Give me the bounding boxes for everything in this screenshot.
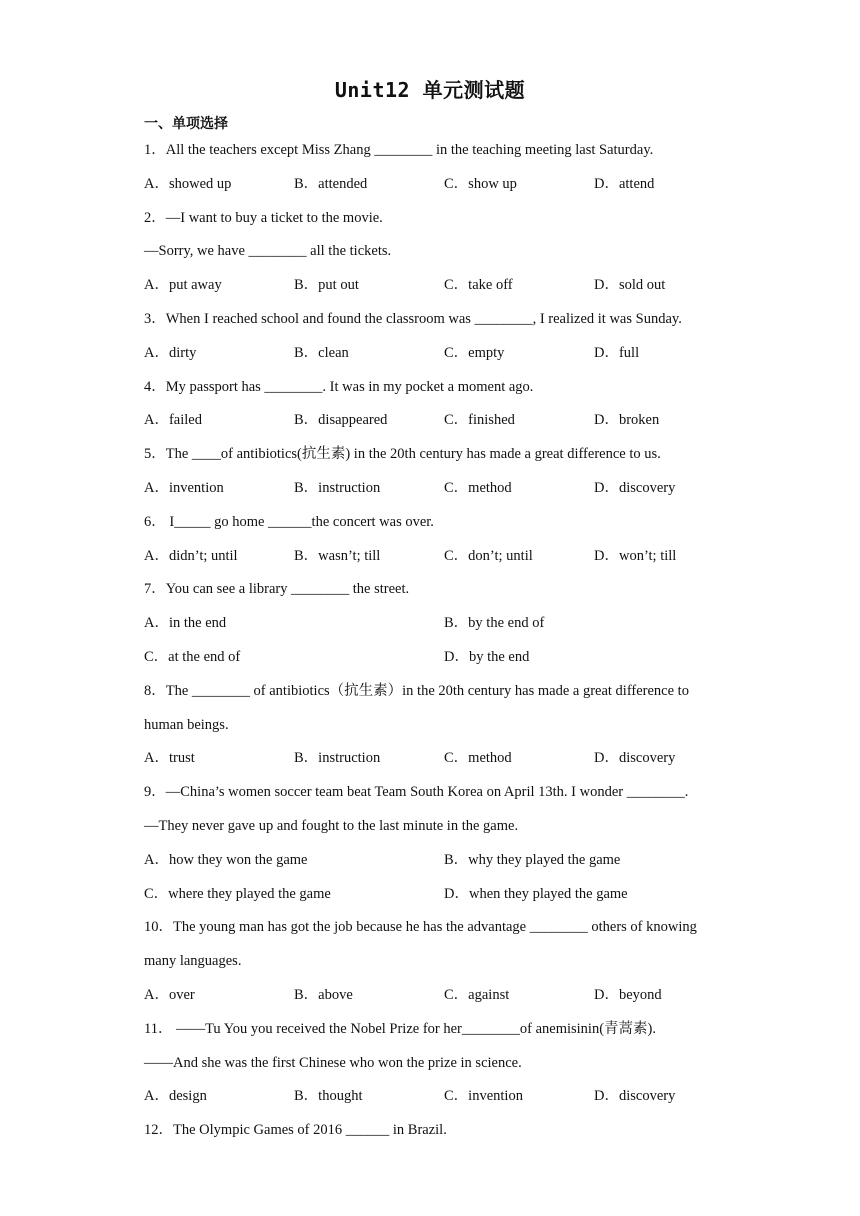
question-stem: 8．The ________ of antibiotics（抗生素）in the 20th century has made a great difference to	[144, 682, 689, 699]
question-stem: ——And she was the first Chinese who won the prize in science.	[144, 1054, 522, 1071]
question-stem: 7．You can see a library ________ the street.	[144, 581, 410, 598]
option-item: D．by the end	[444, 649, 530, 665]
option-item: C．method	[444, 750, 512, 767]
option-item: C．finished	[444, 412, 515, 429]
question-stem: 1．All the teachers except Miss Zhang ________ in the teaching meeting last Saturday.	[144, 142, 654, 158]
question-stem: —Sorry, we have ________ all the tickets.	[144, 243, 392, 260]
option-item: D．discovery	[594, 750, 676, 767]
question-stem: human beings.	[144, 716, 229, 733]
option-item: A．showed up	[144, 175, 232, 192]
option-item: C．invention	[444, 1088, 523, 1105]
option-item: D．full	[594, 344, 640, 361]
option-item: D．attend	[594, 175, 655, 192]
question-stem: 9．—China’s women soccer team beat Team South Korea on April 13th. I wonder ________.	[144, 784, 689, 801]
option-item: A．dirty	[144, 344, 197, 361]
option-item: D．discovery	[594, 1088, 676, 1105]
option-item: C．take off	[444, 277, 513, 294]
section-heading: 一、单项选择	[144, 116, 228, 132]
option-item: B．thought	[294, 1088, 363, 1105]
option-item: C．empty	[444, 344, 505, 361]
option-item: A．design	[144, 1088, 207, 1105]
option-item: B．above	[294, 987, 353, 1003]
option-item: B．instruction	[294, 480, 381, 496]
question-stem: 5．The ____of antibiotics(抗生素) in the 20th century has made a great difference to us.	[144, 446, 661, 463]
question-stem: 10．The young man has got the job because he has the advantage ________ others of knowing	[144, 919, 697, 936]
option-item: C．don’t; until	[444, 547, 533, 564]
option-item: D．when they played the game	[444, 885, 628, 902]
option-item: C．at the end of	[144, 649, 241, 665]
option-item: A．how they won the game	[144, 851, 308, 868]
option-item: D．beyond	[594, 987, 662, 1003]
question-stem: 3．When I reached school and found the classroom was ________, I realized it was Sunday.	[144, 311, 682, 327]
question-stem: —They never gave up and fought to the last minute in the game.	[144, 818, 519, 834]
option-item: A．invention	[144, 480, 224, 496]
option-item: A．trust	[144, 750, 195, 767]
question-stem: 4．My passport has ________. It was in my pocket a moment ago.	[144, 378, 534, 395]
question-stem: many languages.	[144, 953, 242, 970]
option-item: C．show up	[444, 175, 517, 192]
option-item: D．sold out	[594, 277, 666, 294]
option-item: B．why they played the game	[444, 851, 621, 868]
option-item: B．attended	[294, 175, 368, 192]
question-stem: 11． ——Tu You you received the Nobel Prize for her________of anemisinin(青蒿素).	[144, 1020, 656, 1037]
question-stem: 2．—I want to buy a ticket to the movie.	[144, 209, 383, 226]
option-item: A．failed	[144, 412, 202, 429]
option-item: D．broken	[594, 412, 660, 429]
option-item: C．against	[444, 987, 510, 1003]
option-item: A．didn’t; until	[144, 547, 238, 564]
option-item: A．in the end	[144, 615, 227, 632]
option-item: C．method	[444, 480, 512, 496]
option-item: A．put away	[144, 277, 222, 294]
option-item: B．wasn’t; till	[294, 547, 381, 564]
option-item: C．where they played the game	[144, 885, 331, 902]
page-title: Unit12 单元测试题	[334, 78, 526, 102]
option-item: B．disappeared	[294, 412, 388, 429]
question-stem: 12．The Olympic Games of 2016 ______ in Brazil.	[144, 1122, 447, 1139]
option-item: B．clean	[294, 344, 349, 361]
option-item: D．won’t; till	[594, 547, 677, 564]
option-item: B．put out	[294, 277, 359, 294]
question-stem: 6． I_____ go home ______the concert was over.	[144, 513, 434, 530]
option-item: B．by the end of	[444, 615, 545, 632]
option-item: A．over	[144, 987, 195, 1003]
option-item: D．discovery	[594, 480, 676, 496]
option-item: B．instruction	[294, 750, 381, 767]
